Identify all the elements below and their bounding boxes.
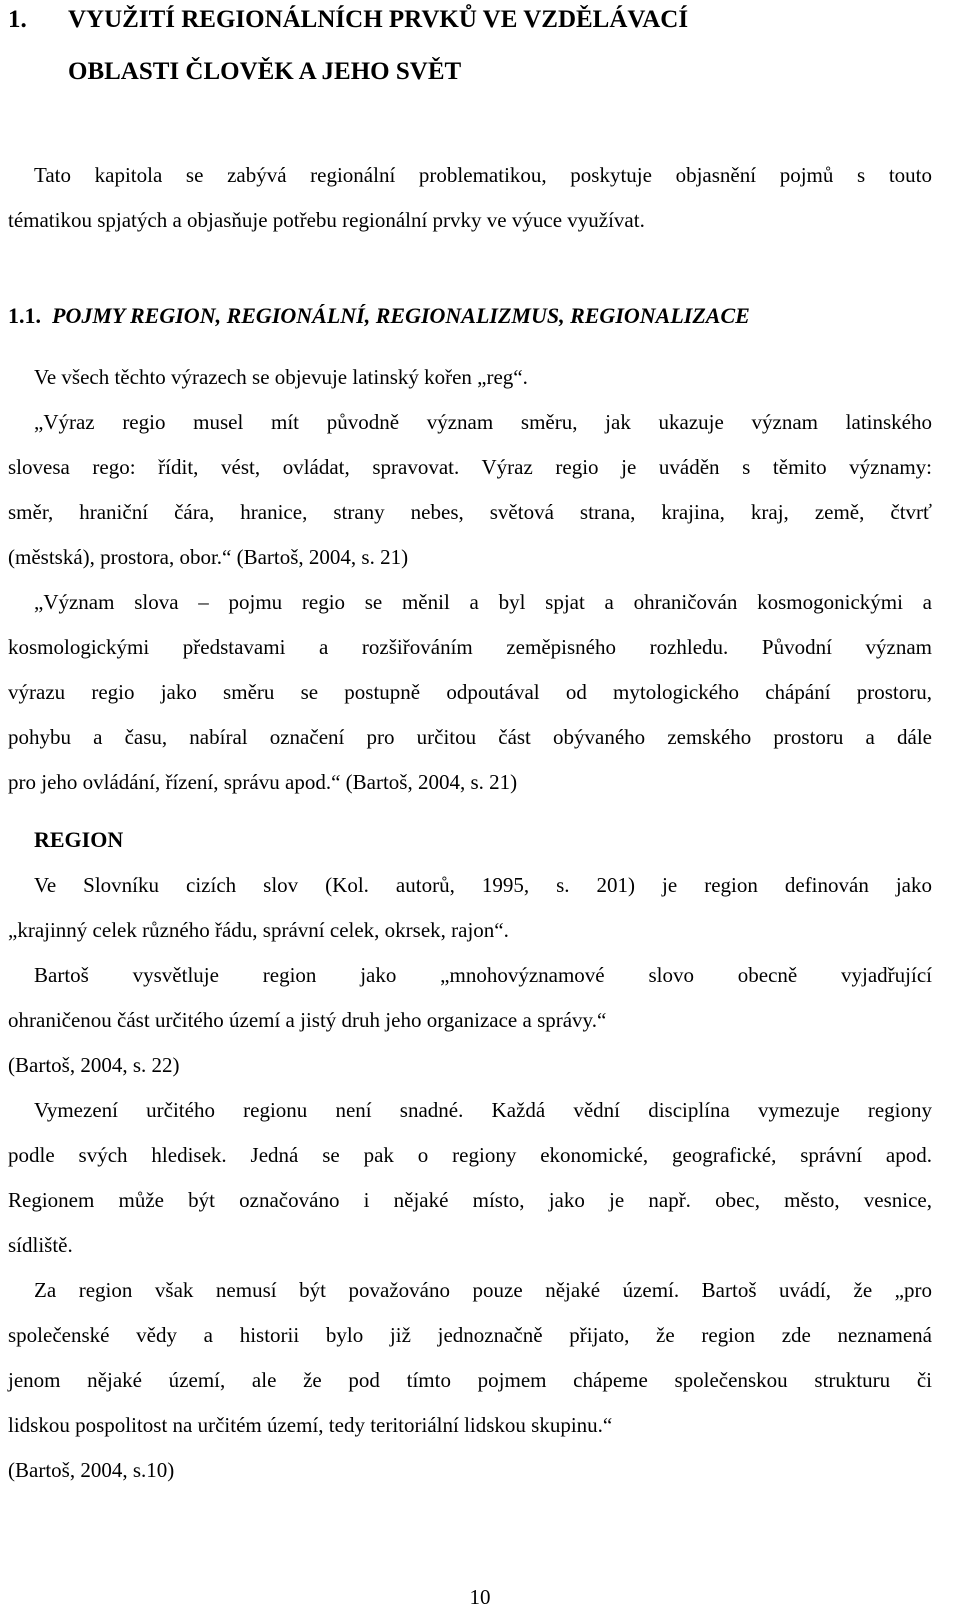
section-number: 1.1. [8,303,41,328]
chapter-title-line-1: VYUŽITÍ REGIONÁLNÍCH PRVKŮ VE VZDĚLÁVACÍ [68,6,689,33]
para7-line-2: společenské vědy a historii bylo již jednoznačně přijato, že region zde neznamená [8,1323,932,1347]
intro-line-1: Tato kapitola se zabývá regionální problematikou, poskytuje objasnění pojmů s touto [34,163,932,187]
chapter-number: 1. [8,6,27,33]
para3-line-3: výrazu regio jako směru se postupně odpoutával od mytologického chápání prostoru, [8,680,932,704]
section-heading [8,302,932,330]
para3-line-4: pohybu a času, nabíral označení pro určitou část obývaného zemského prostoru a dále [8,725,932,749]
para5-line-2: ohraničenou část určitého území a jistý druh jeho organizace a správy.“ [8,1008,607,1032]
para5-line-1: Bartoš vysvětluje region jako „mnohovýznamové slovo obecně vyjadřující [34,963,932,987]
para7-line-5: (Bartoš, 2004, s.10) [8,1458,175,1482]
para6-line-3: Regionem může být označováno i nějaké místo, jako je např. obec, město, vesnice, [8,1188,932,1212]
para6-line-2: podle svých hledisek. Jedná se pak o regiony ekonomické, geografické, správní apod. [8,1143,932,1167]
para2-line-1: „Výraz regio musel mít původně význam směru, jak ukazuje význam latinského [34,410,932,434]
chapter-title-line-2: OBLASTI ČLOVĚK A JEHO SVĚT [68,58,462,85]
para2-line-3: směr, hraniční čára, hranice, strany nebes, světová strana, krajina, kraj, země, čtvrť [8,500,932,524]
para6-line-4: sídliště. [8,1233,73,1257]
subsection-heading: REGION [34,827,124,852]
para7-line-3: jenom nějaké území, ale že pod tímto pojmem chápeme společenskou strukturu či [8,1368,932,1392]
para7-line-4: lidskou pospolitost na určitém území, tedy teritoriální lidskou skupinu.“ [8,1413,613,1437]
para5-line-3: (Bartoš, 2004, s. 22) [8,1053,180,1077]
para4-line-2: „krajinný celek různého řádu, správní celek, okrsek, rajon“. [8,918,509,942]
para3-line-2: kosmologickými představami a rozšiřováním zeměpisného rozhledu. Původní význam [8,635,932,659]
para3-line-5: pro jeho ovládání, řízení, správu apod.“ (Bartoš, 2004, s. 21) [8,770,518,794]
page-number: 10 [469,1585,491,1609]
para4-line-1: Ve Slovníku cizích slov (Kol. autorů, 1995, s. 201) je region definován jako [34,873,932,897]
para7-line-1: Za region však nemusí být považováno pouze nějaké území. Bartoš uvádí, že „pro [34,1278,932,1302]
para3-line-1: „Význam slova – pojmu regio se měnil a byl spjat a ohraničován kosmogonickými a [34,590,932,614]
para1-line-1: Ve všech těchto výrazech se objevuje latinský kořen „reg“. [34,365,528,389]
section-title: POJMY REGION, REGIONÁLNÍ, REGIONALIZMUS, REGIONALIZACE [52,303,750,328]
para2-line-2: slovesa rego: řídit, vést, ovládat, spravovat. Výraz regio je uváděn s těmito významy: [8,455,932,479]
para6-line-1: Vymezení určitého regionu není snadné. Každá vědní disciplína vymezuje regiony [34,1098,932,1122]
intro-line-2: tématikou spjatých a objasňuje potřebu regionální prvky ve výuce využívat. [8,208,645,232]
para2-line-4: (městská), prostora, obor.“ (Bartoš, 2004, s. 21) [8,545,409,569]
